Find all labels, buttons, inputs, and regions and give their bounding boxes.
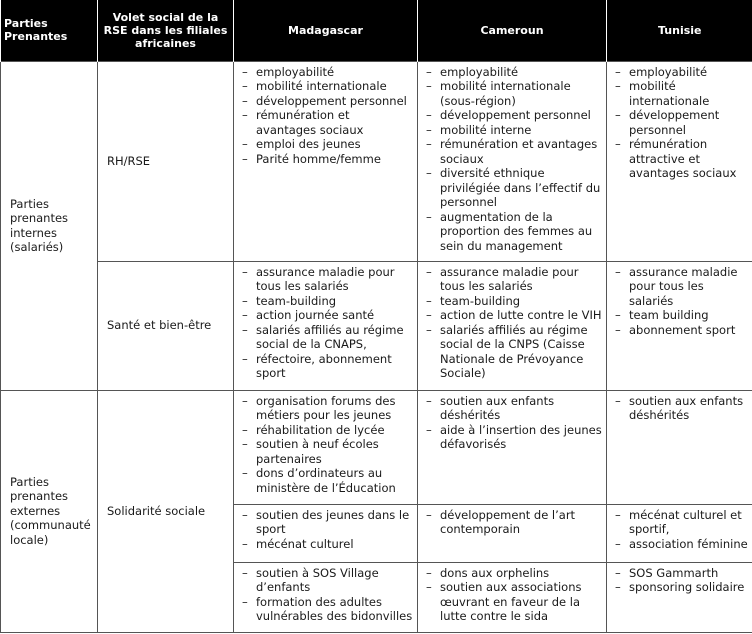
list-item: – salariés affiliés au régime social de la CNAPS, xyxy=(242,323,413,352)
list-item: – action journée santé xyxy=(242,308,413,323)
bullet-list xyxy=(418,62,606,257)
list-item: – réhabilitation de lycée xyxy=(242,423,413,438)
list-item: – mobilité internationale xyxy=(242,79,413,94)
cell-rh-madagascar xyxy=(234,61,418,261)
list-item: – abonnement sport xyxy=(615,323,748,338)
cell-sante-madagascar xyxy=(234,261,418,390)
list-item: – soutien aux enfants déshérités xyxy=(426,394,602,423)
header-tunisie: Tunisie xyxy=(607,0,752,61)
cell-sante-cameroun xyxy=(418,261,607,390)
list-item: – aide à l’insertion des jeunes défavorisés xyxy=(426,423,602,452)
list-item: – team building xyxy=(615,308,748,323)
list-item: – association féminine xyxy=(615,537,748,552)
list-item: – soutien à SOS Village d’enfants xyxy=(242,566,413,595)
table-row-sante xyxy=(1,261,752,390)
cell-sante-tunisie xyxy=(607,261,752,390)
list-item: – développement personnel xyxy=(426,108,602,123)
header-row xyxy=(1,0,752,61)
header-social-component: Volet social de la RSE dans les filiales africaines xyxy=(98,0,234,61)
list-item: – rémunération attractive et avantages sociaux xyxy=(615,137,748,181)
list-item: – rémunération et avantages sociaux xyxy=(242,108,413,137)
list-item: – mobilité interne xyxy=(426,123,602,138)
component-rh: RH/RSE xyxy=(98,61,234,261)
bullet-list xyxy=(234,391,417,499)
cell-rh-tunisie xyxy=(607,61,752,261)
list-item: – organisation forums des métiers pour les jeunes xyxy=(242,394,413,423)
list-item: – assurance maladie pour tous les salariés xyxy=(615,265,748,309)
list-item: – formation des adultes vulnérables des bidonvilles xyxy=(242,595,413,624)
bullet-list xyxy=(418,391,606,455)
list-item: – emploi des jeunes xyxy=(242,137,413,152)
stakeholder-internal: Parties prenantes internes (salariés) xyxy=(1,61,98,390)
list-item: – développement de l’art contemporain xyxy=(426,508,602,537)
list-item: – sponsoring solidaire xyxy=(615,580,748,595)
list-item: – team-building xyxy=(242,294,413,309)
list-item: – employabilité xyxy=(242,65,413,80)
list-item: – mobilité internationale xyxy=(615,79,748,108)
cell-solidarite1-cameroun xyxy=(418,390,607,504)
component-solidarite: Solidarité sociale xyxy=(98,390,234,632)
cell-solidarite2-tunisie xyxy=(607,504,752,562)
list-item: – Parité homme/femme xyxy=(242,152,413,167)
list-item: – SOS Gammarth xyxy=(615,566,748,581)
list-item: – réfectoire, abonnement sport xyxy=(242,352,413,381)
cell-solidarite3-madagascar xyxy=(234,562,418,632)
stakeholder-external: Parties prenantes externes (communauté locale) xyxy=(1,390,98,632)
list-item: – action de lutte contre le VIH xyxy=(426,308,602,323)
cell-solidarite1-madagascar xyxy=(234,390,418,504)
list-item: – augmentation de la proportion des femmes au sein du management xyxy=(426,210,602,254)
cell-solidarite3-tunisie xyxy=(607,562,752,632)
list-item: – employabilité xyxy=(615,65,748,80)
list-item: – assurance maladie pour tous les salariés xyxy=(426,265,602,294)
header-madagascar: Madagascar xyxy=(234,0,418,61)
bullet-list xyxy=(607,563,752,598)
bullet-list xyxy=(234,563,417,627)
list-item: – mécénat culturel et sportif, xyxy=(615,508,748,537)
list-item: – dons d’ordinateurs au ministère de l’Éducation xyxy=(242,466,413,495)
header-stakeholders: Parties Prenantes xyxy=(1,0,98,61)
list-item: – soutien aux associations œuvrant en faveur de la lutte contre le sida xyxy=(426,580,602,624)
bullet-list xyxy=(418,262,606,384)
list-item: – soutien à neuf écoles partenaires xyxy=(242,437,413,466)
list-item: – soutien aux enfants déshérités xyxy=(615,394,748,423)
list-item: – assurance maladie pour tous les salariés xyxy=(242,265,413,294)
bullet-list xyxy=(418,563,606,627)
bullet-list xyxy=(607,262,752,341)
table-row-solidarite-1 xyxy=(1,390,752,504)
bullet-list xyxy=(234,505,417,555)
list-item: – salariés affiliés au régime social de la CNPS (Caisse Nationale de Prévoyance Sociale) xyxy=(426,323,602,381)
table-row-rh xyxy=(1,61,752,261)
bullet-list xyxy=(607,391,752,426)
cell-solidarite1-tunisie xyxy=(607,390,752,504)
list-item: – team-building xyxy=(426,294,602,309)
list-item: – dons aux orphelins xyxy=(426,566,602,581)
list-item: – diversité ethnique privilégiée dans l’effectif du personnel xyxy=(426,166,602,210)
bullet-list xyxy=(607,505,752,555)
cell-solidarite3-cameroun xyxy=(418,562,607,632)
list-item: – développement personnel xyxy=(615,108,748,137)
cell-solidarite2-cameroun xyxy=(418,504,607,562)
list-item: – employabilité xyxy=(426,65,602,80)
cell-solidarite2-madagascar xyxy=(234,504,418,562)
component-sante: Santé et bien-être xyxy=(98,261,234,390)
list-item: – mobilité internationale (sous-région) xyxy=(426,79,602,108)
list-item: – mécénat culturel xyxy=(242,537,413,552)
list-item: – soutien des jeunes dans le sport xyxy=(242,508,413,537)
list-item: – développement personnel xyxy=(242,94,413,109)
header-cameroun: Cameroun xyxy=(418,0,607,61)
bullet-list xyxy=(234,262,417,384)
list-item: – rémunération et avantages sociaux xyxy=(426,137,602,166)
bullet-list xyxy=(234,62,417,170)
cell-rh-cameroun xyxy=(418,61,607,261)
bullet-list xyxy=(607,62,752,184)
bullet-list xyxy=(418,505,606,540)
